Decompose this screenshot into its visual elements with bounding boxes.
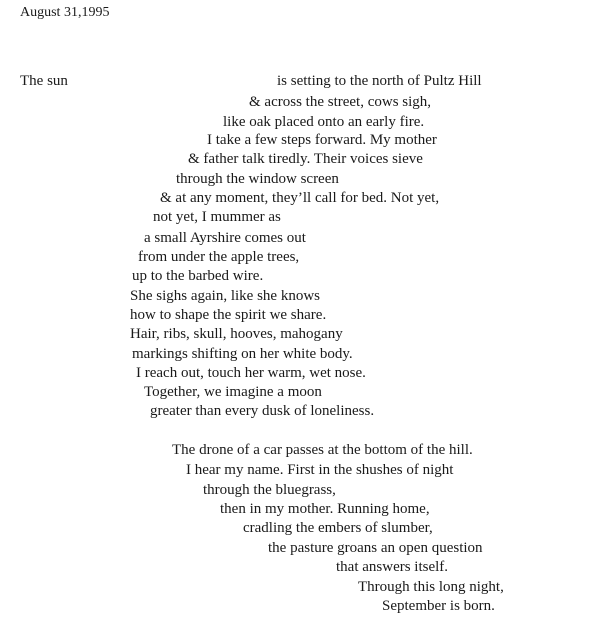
poem-line: through the window screen <box>176 171 339 187</box>
poem-line: I take a few steps forward. My mother <box>207 132 437 148</box>
poem-line: The sun <box>20 73 68 89</box>
poem-line: from under the apple trees, <box>138 249 300 265</box>
poem-line: & father talk tiredly. Their voices sieve <box>188 151 423 167</box>
poem-line: Through this long night, <box>358 579 504 595</box>
date-heading: August 31,1995 <box>20 5 110 20</box>
poem-line: The drone of a car passes at the bottom of the hill. <box>172 442 473 458</box>
poem-line: Hair, ribs, skull, hooves, mahogany <box>130 326 343 342</box>
poem-line: cradling the embers of slumber, <box>243 520 433 536</box>
poem-line: She sighs again, like she knows <box>130 288 320 304</box>
poem-line: markings shifting on her white body. <box>132 346 353 362</box>
poem-line: a small Ayrshire comes out <box>144 230 306 246</box>
poem-line: I hear my name. First in the shushes of night <box>186 462 454 478</box>
poem-line: I reach out, touch her warm, wet nose. <box>136 365 366 381</box>
poem-line: greater than every dusk of loneliness. <box>150 403 375 419</box>
poem-line: that answers itself. <box>336 559 449 575</box>
poem-line: & across the street, cows sigh, <box>249 94 432 110</box>
poem-line: like oak placed onto an early fire. <box>223 114 425 130</box>
poem-line: through the bluegrass, <box>203 482 336 498</box>
poem-line: & at any moment, they’ll call for bed. Not yet, <box>160 190 440 206</box>
poem-line: Together, we imagine a moon <box>144 384 322 400</box>
poem-line: the pasture groans an open question <box>268 540 483 556</box>
poem-line: not yet, I mummer as <box>153 209 281 225</box>
poem-line: up to the barbed wire. <box>132 268 264 284</box>
poem-line: how to shape the spirit we share. <box>130 307 327 323</box>
poem-line: is setting to the north of Pultz Hill <box>277 73 482 89</box>
poem-line: then in my mother. Running home, <box>220 501 430 517</box>
poem-line: September is born. <box>382 598 495 614</box>
